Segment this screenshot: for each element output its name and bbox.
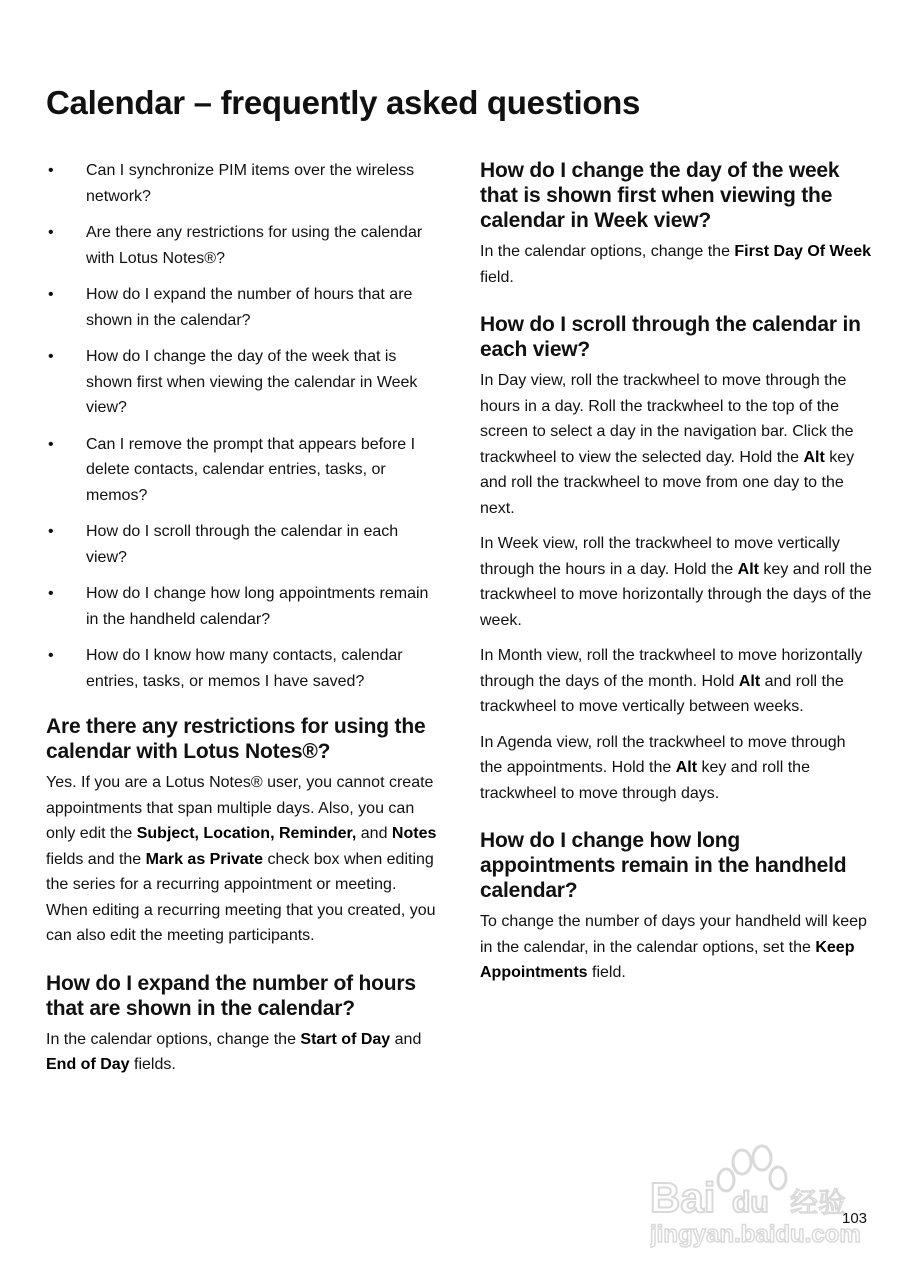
text-segment: Yes. If you are a Lotus Notes® user, you cannot create appointments that span multiple days. Also, you can only edit the bbox=[46, 774, 434, 842]
faq-question-item bbox=[46, 432, 442, 509]
left-sections bbox=[46, 714, 442, 1078]
answer-paragraph bbox=[480, 909, 872, 986]
faq-question-item bbox=[46, 519, 442, 570]
bullet-icon: • bbox=[48, 162, 54, 179]
ui-term: End of Day bbox=[46, 1056, 130, 1073]
faq-question-list bbox=[46, 158, 442, 694]
ui-term: Start of Day bbox=[300, 1030, 391, 1048]
watermark-brand: Bai bbox=[650, 1174, 716, 1221]
ui-term: Keep Appointments bbox=[480, 938, 855, 981]
ui-term: Notes bbox=[391, 825, 437, 842]
right-sections bbox=[480, 158, 872, 986]
text-segment: In Agenda view, roll the trackwheel to move through the appointments. Hold the bbox=[480, 733, 846, 776]
text-segment: field. bbox=[587, 964, 626, 981]
text-segment: key and roll the trackwheel to move horizontally through the days of the week. bbox=[480, 560, 872, 629]
bullet-icon: • bbox=[48, 224, 54, 241]
faq-question-item bbox=[46, 282, 442, 333]
bullet-icon: • bbox=[48, 647, 54, 664]
watermark-url: jingyan.baidu.com bbox=[650, 1221, 861, 1248]
text-segment: and roll the trackwheel to move vertically between weeks. bbox=[480, 672, 844, 715]
text-segment: In Day view, roll the trackwheel to move through the hours in a day. Roll the trackwheel to the top of the screen to select a day in the navigation bar. Click the trackwheel to view the selected day. Hold the bbox=[480, 372, 854, 466]
faq-question-text: How do I change the day of the week that is shown first when viewing the calendar in Week view? bbox=[86, 348, 418, 416]
left-column bbox=[46, 158, 442, 1100]
section-heading: How do I change how long appointments remain in the handheld calendar? bbox=[480, 829, 847, 902]
faq-answer-section bbox=[480, 158, 872, 290]
bullet-icon: • bbox=[48, 286, 54, 303]
right-column bbox=[480, 158, 872, 1008]
ui-term: Alt bbox=[675, 759, 698, 776]
section-heading: How do I scroll through the calendar in each view? bbox=[480, 313, 861, 361]
ui-term: First Day Of Week bbox=[734, 243, 872, 260]
faq-answer-section bbox=[480, 312, 872, 806]
faq-question-item bbox=[46, 344, 442, 421]
section-heading: Are there any restrictions for using the calendar with Lotus Notes®? bbox=[46, 715, 426, 763]
baidu-watermark-logo bbox=[650, 1140, 868, 1250]
faq-answer-section bbox=[46, 714, 442, 949]
text-segment: To change the number of days your handheld will keep in the calendar, in the calendar options, set the bbox=[480, 913, 867, 956]
section-heading: How do I expand the number of hours that are shown in the calendar? bbox=[46, 971, 416, 1020]
answer-paragraph bbox=[480, 368, 872, 521]
bullet-icon: • bbox=[48, 523, 54, 540]
faq-question-text: How do I know how many contacts, calendar entries, tasks, or memos I have saved? bbox=[86, 647, 403, 690]
faq-question-text: Are there any restrictions for using the calendar with Lotus Notes®? bbox=[86, 224, 423, 267]
text-segment: key and roll the trackwheel to move through days. bbox=[480, 759, 810, 802]
page-title: Calendar – frequently asked questions bbox=[46, 84, 641, 121]
answer-paragraph bbox=[480, 239, 872, 290]
faq-question-item bbox=[46, 220, 442, 271]
faq-question-item bbox=[46, 581, 442, 632]
faq-question-text: How do I scroll through the calendar in each view? bbox=[86, 523, 399, 566]
ui-term: Alt bbox=[737, 560, 759, 578]
faq-answer-section bbox=[46, 971, 442, 1078]
bullet-icon: • bbox=[48, 435, 54, 453]
text-segment: In Week view, roll the trackwheel to move vertically through the hours in a day. Hold the bbox=[480, 535, 840, 578]
faq-question-text: Can I synchronize PIM items over the wireless network? bbox=[86, 162, 415, 205]
answer-paragraph bbox=[46, 770, 442, 949]
text-segment: check box when editing the series for a recurring appointment or meeting. When editing a recurring meeting that you created, you can also edit the meeting participants. bbox=[46, 850, 436, 944]
watermark-brand-du: du bbox=[732, 1186, 769, 1219]
text-segment: and bbox=[356, 825, 392, 842]
answer-paragraph bbox=[480, 643, 872, 720]
text-segment: and bbox=[390, 1030, 422, 1048]
ui-term: Alt bbox=[803, 448, 825, 466]
text-segment: In the calendar options, change the bbox=[480, 243, 735, 260]
ui-term: Alt bbox=[738, 672, 761, 690]
answer-paragraph bbox=[46, 1027, 442, 1078]
section-heading: How do I change the day of the week that is shown first when viewing the calendar in Week view? bbox=[480, 159, 840, 232]
bullet-icon: • bbox=[48, 348, 54, 365]
text-segment: In the calendar options, change the bbox=[46, 1030, 301, 1048]
faq-question-item bbox=[46, 158, 442, 209]
ui-term: Subject, Location, Reminder, bbox=[136, 825, 357, 842]
faq-question-text: How do I expand the number of hours that are shown in the calendar? bbox=[86, 286, 413, 329]
page-number: 103 bbox=[842, 1210, 868, 1227]
answer-paragraph bbox=[480, 531, 872, 633]
text-segment: fields. bbox=[129, 1056, 176, 1073]
text-segment: In Month view, roll the trackwheel to move horizontally through the days of the month. Hold bbox=[480, 647, 863, 690]
ui-term: Mark as Private bbox=[145, 850, 264, 868]
faq-answer-section bbox=[480, 828, 872, 986]
answer-paragraph bbox=[480, 730, 872, 807]
faq-question-text: How do I change how long appointments remain in the handheld calendar? bbox=[86, 585, 429, 628]
faq-question-text: Can I remove the prompt that appears before I delete contacts, calendar entries, tasks, or memos? bbox=[86, 435, 416, 504]
text-segment: field. bbox=[480, 268, 514, 286]
text-segment: key and roll the trackwheel to move from one day to the next. bbox=[480, 448, 855, 517]
watermark-brand-cn: 经验 bbox=[790, 1186, 847, 1219]
bullet-icon: • bbox=[48, 585, 54, 602]
faq-question-item bbox=[46, 643, 442, 694]
text-segment: fields and the bbox=[46, 850, 146, 868]
